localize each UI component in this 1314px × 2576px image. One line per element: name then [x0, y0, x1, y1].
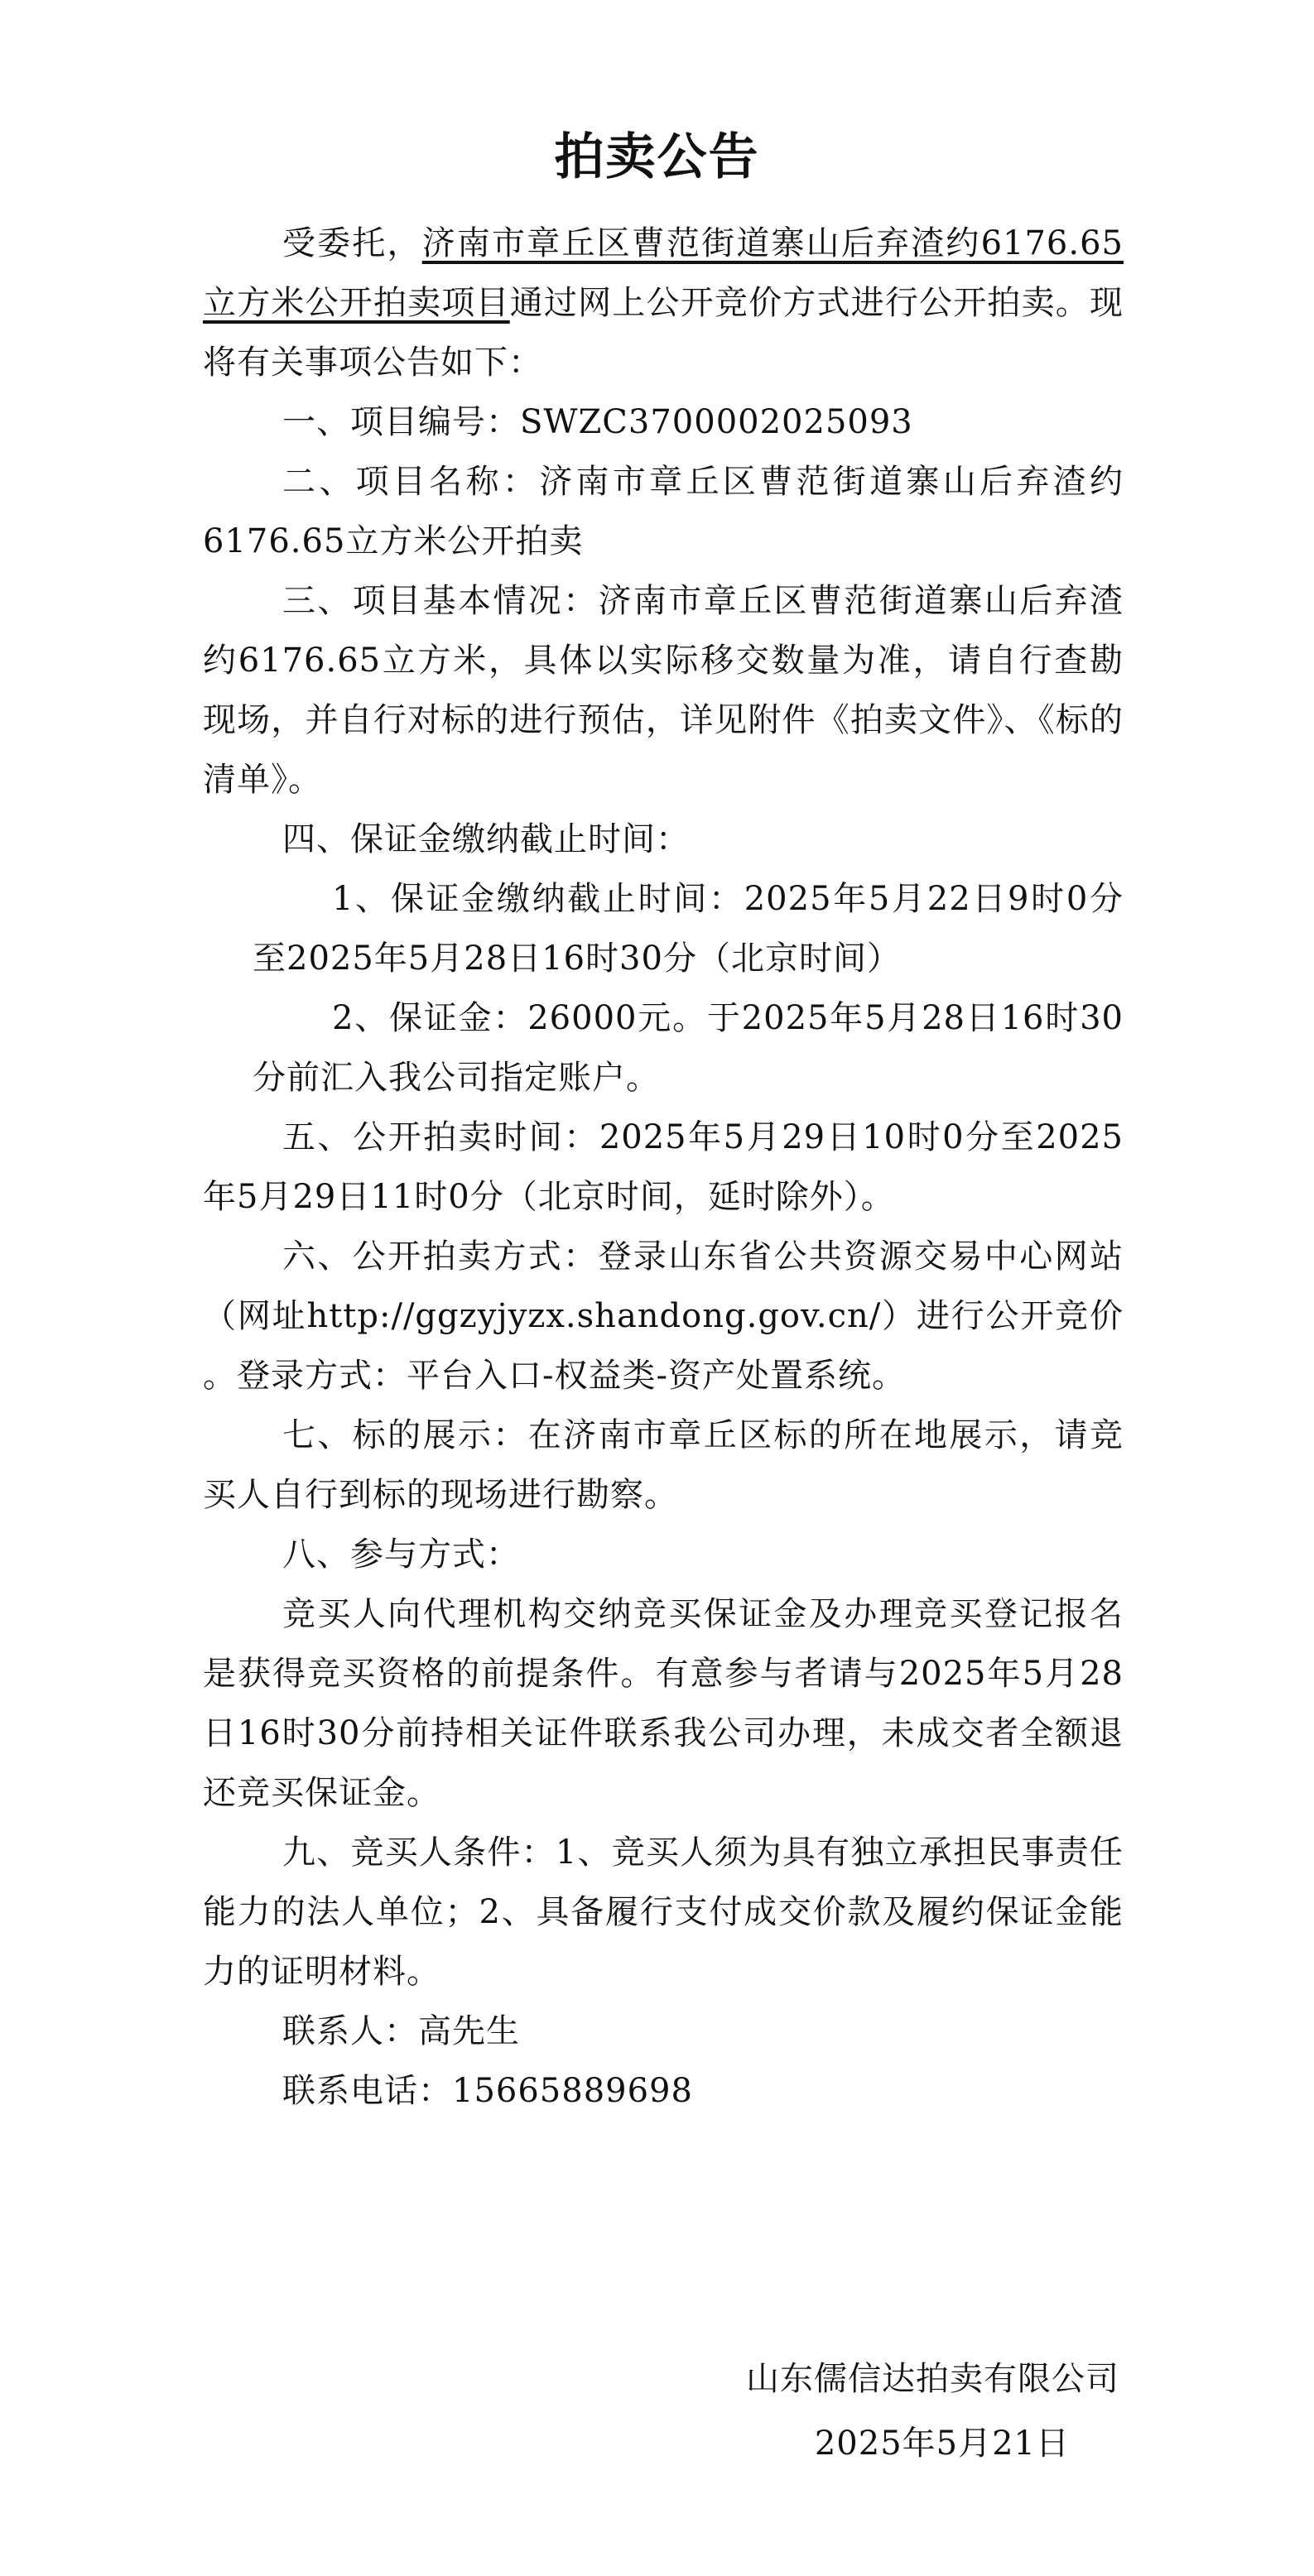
item-deposit-deadline-heading: 四、保证金缴纳截止时间： — [282, 820, 690, 858]
intro-paragraph — [203, 214, 1124, 392]
contact-person: 联系人：高先生 — [282, 2012, 520, 2050]
page-title: 拍卖公告 — [554, 128, 760, 186]
item-participation-body: 竞买人向代理机构交纳竞买保证金及办理竞买登记报名是获得竞买资格的前提条件。有意参与者请与2025年5月28日16时30分前持相关证件联系我公司办理，未成交者全额退还竞买保证金。 — [203, 1595, 1124, 1812]
intro-prefix: 受委托， — [282, 224, 422, 262]
item-auction-method: 六、公开拍卖方式：登录山东省公共资源交易中心网站（网址http://ggzyjyzx.shandong.gov.cn/）进行公开竞价 。登录方式：平台入口-权益类-资产处置系统。 — [203, 1238, 1124, 1395]
signature-date: 2025年5月21日 — [814, 2425, 1070, 2463]
contact-phone: 联系电话：15665889698 — [282, 2072, 693, 2110]
item-auction-time: 五、公开拍卖时间：2025年5月29日10时0分至2025年5月29日11时0分（北京时间，延时除外）。 — [203, 1118, 1124, 1216]
item-deposit-deadline-time: 1、保证金缴纳截止时间：2025年5月22日9时0分至2025年5月28日16时30分（北京时间） — [253, 880, 1124, 978]
item-subject-display: 七、标的展示：在济南市章丘区标的所在地展示，请竞买人自行到标的现场进行勘察。 — [203, 1416, 1124, 1514]
intro-suffix: 通过网上公开竞价方式进行公开拍卖。现将有关事项公告如下： — [203, 284, 1124, 382]
notice-body — [203, 214, 1124, 2121]
item-project-basic-info: 三、项目基本情况：济南市章丘区曹范街道寨山后弃渣约6176.65立方米，具体以实际移交数量为准，请自行查勘现场，并自行对标的进行预估，详见附件《拍卖文件》、《标的清单》。 — [203, 582, 1124, 799]
item-deposit-amount: 2、保证金：26000元。于2025年5月28日16时30分前汇入我公司指定账户。 — [253, 999, 1124, 1097]
project-name-link[interactable]: 济南市章丘区曹范街道寨山后弃渣约6176.65立方米公开拍卖项目 — [203, 224, 1124, 322]
signature-company: 山东儒信达拍卖有限公司 — [746, 2360, 1119, 2398]
item-project-number: 一、项目编号：SWZC3700002025093 — [282, 403, 913, 441]
item-bidder-conditions: 九、竞买人条件：1、竞买人须为具有独立承担民事责任能力的法人单位；2、具备履行支付成交价款及履约保证金能力的证明材料。 — [203, 1833, 1124, 1991]
item-participation-heading: 八、参与方式： — [282, 1536, 520, 1574]
item-project-name: 二、项目名称：济南市章丘区曹范街道寨山后弃渣约6176.65立方米公开拍卖 — [203, 463, 1124, 560]
